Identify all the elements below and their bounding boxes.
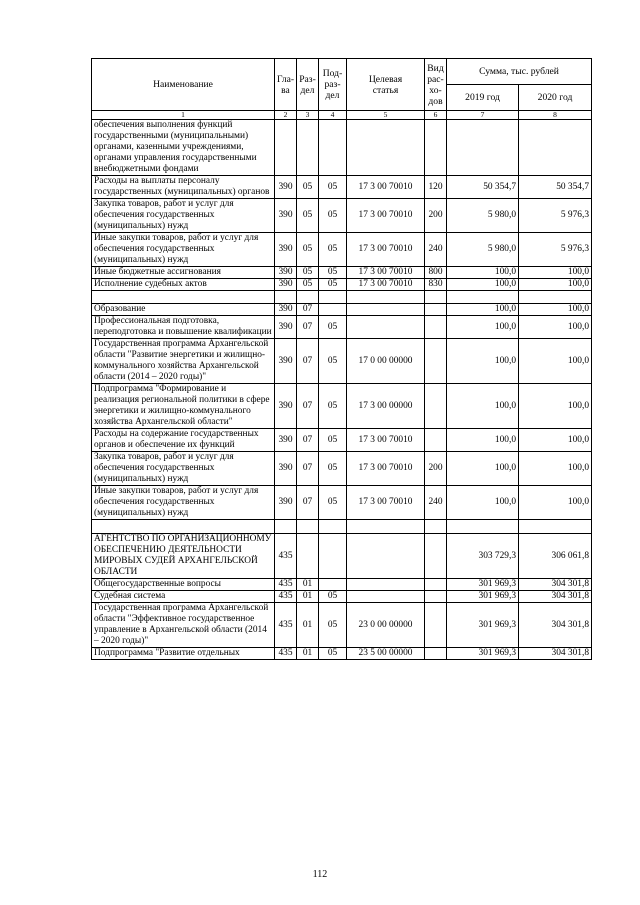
row-podrazdel	[319, 534, 347, 579]
row-podrazdel: 05	[319, 429, 347, 452]
header-sum: Сумма, тыс. рублей	[447, 59, 592, 85]
row-razdel: 07	[297, 452, 319, 486]
row-razdel: 07	[297, 304, 319, 316]
table-header	[92, 59, 592, 120]
table-row	[92, 603, 592, 648]
empty-cell	[92, 291, 275, 304]
row-razdel: 01	[297, 579, 319, 591]
table-row	[92, 199, 592, 233]
row-name: Расходы на содержание государственных органов и обеспечение их функций	[92, 429, 275, 452]
row-sum-2020: 304 301,8	[519, 648, 592, 660]
empty-cell	[297, 520, 319, 534]
row-sum-2019: 301 969,3	[447, 603, 519, 648]
row-target: 17 3 00 70010	[347, 279, 425, 291]
header-razdel: Раз- дел	[297, 59, 319, 111]
row-vid	[425, 579, 447, 591]
row-razdel	[297, 534, 319, 579]
row-name: Государственная программа Архангельской области "Развитие энергетики и жилищно-коммунального хозяйства Архангельской области (2014 – 2020 годы)"	[92, 339, 275, 384]
row-name: Подпрограмма "Развитие отдельных	[92, 648, 275, 660]
row-sum-2020: 100,0	[519, 279, 592, 291]
row-name: Закупка товаров, работ и услуг для обеспечения государственных (муниципальных) нужд	[92, 199, 275, 233]
row-sum-2020: 100,0	[519, 304, 592, 316]
row-target: 17 3 00 70010	[347, 199, 425, 233]
row-sum-2019: 5 980,0	[447, 233, 519, 267]
row-vid	[425, 384, 447, 429]
row-sum-2019: 100,0	[447, 279, 519, 291]
table-row	[92, 176, 592, 199]
row-sum-2020: 304 301,8	[519, 603, 592, 648]
table-row	[92, 486, 592, 520]
row-sum-2020: 100,0	[519, 384, 592, 429]
empty-cell	[275, 291, 297, 304]
row-target: 17 3 00 70010	[347, 233, 425, 267]
row-sum-2019: 100,0	[447, 304, 519, 316]
table-row	[92, 233, 592, 267]
row-name: Иные закупки товаров, работ и услуг для обеспечения государственных (муниципальных) нужд	[92, 486, 275, 520]
row-razdel: 07	[297, 384, 319, 429]
row-vid	[425, 591, 447, 603]
row-sum-2019: 301 969,3	[447, 591, 519, 603]
row-vid: 200	[425, 452, 447, 486]
row-vid: 830	[425, 279, 447, 291]
table-row	[92, 534, 592, 579]
row-vid: 200	[425, 199, 447, 233]
header-2019: 2019 год	[447, 85, 519, 111]
row-vid: 240	[425, 233, 447, 267]
table-row	[92, 648, 592, 660]
row-name: Иные закупки товаров, работ и услуг для обеспечения государственных (муниципальных) нужд	[92, 233, 275, 267]
row-sum-2019	[447, 120, 519, 176]
empty-cell	[319, 291, 347, 304]
row-sum-2019: 301 969,3	[447, 579, 519, 591]
row-name: АГЕНТСТВО ПО ОРГАНИЗАЦИОННОМУ ОБЕСПЕЧЕНИЮ ДЕЯТЕЛЬНОСТИ МИРОВЫХ СУДЕЙ АРХАНГЕЛЬСКОЙ ОБЛАСТИ	[92, 534, 275, 579]
row-target: 17 0 00 00000	[347, 339, 425, 384]
row-razdel: 07	[297, 316, 319, 339]
row-name: Государственная программа Архангельской области "Эффективное государственное управление в Архангельской области (2014 – 2020 годы)"	[92, 603, 275, 648]
row-podrazdel: 05	[319, 591, 347, 603]
empty-cell	[447, 291, 519, 304]
row-podrazdel	[319, 304, 347, 316]
row-glava: 390	[275, 452, 297, 486]
row-target: 17 3 00 70010	[347, 429, 425, 452]
row-glava	[275, 120, 297, 176]
row-glava: 390	[275, 316, 297, 339]
row-podrazdel: 05	[319, 603, 347, 648]
row-target: 23 5 00 00000	[347, 648, 425, 660]
row-sum-2019: 50 354,7	[447, 176, 519, 199]
row-podrazdel: 05	[319, 486, 347, 520]
row-target	[347, 591, 425, 603]
row-sum-2019: 100,0	[447, 384, 519, 429]
row-target: 17 3 00 70010	[347, 452, 425, 486]
header-vid: Вид рас- хо- дов	[425, 59, 447, 111]
row-name: Образование	[92, 304, 275, 316]
row-target: 17 3 00 00000	[347, 384, 425, 429]
row-vid	[425, 603, 447, 648]
row-razdel: 01	[297, 648, 319, 660]
row-name: Подпрограмма "Формирование и реализация региональной политики в сфере энергетики и жилищно-коммунального хозяйства Архангельской области"	[92, 384, 275, 429]
row-glava: 435	[275, 648, 297, 660]
row-sum-2019: 100,0	[447, 452, 519, 486]
row-glava: 435	[275, 534, 297, 579]
row-razdel: 05	[297, 267, 319, 279]
row-podrazdel: 05	[319, 648, 347, 660]
table-row	[92, 304, 592, 316]
header-2020: 2020 год	[519, 85, 592, 111]
row-sum-2020: 100,0	[519, 452, 592, 486]
empty-cell	[347, 291, 425, 304]
row-vid: 800	[425, 267, 447, 279]
row-target	[347, 534, 425, 579]
table-row-empty	[92, 291, 592, 304]
row-glava: 390	[275, 304, 297, 316]
row-sum-2019: 100,0	[447, 267, 519, 279]
row-sum-2020: 100,0	[519, 429, 592, 452]
row-name: Иные бюджетные ассигнования	[92, 267, 275, 279]
table-row	[92, 316, 592, 339]
row-vid: 240	[425, 486, 447, 520]
row-podrazdel: 05	[319, 339, 347, 384]
row-glava: 390	[275, 199, 297, 233]
row-razdel: 05	[297, 279, 319, 291]
column-number: 1	[92, 111, 275, 120]
row-sum-2020: 304 301,8	[519, 591, 592, 603]
empty-cell	[347, 520, 425, 534]
header-target: Целевая статья	[347, 59, 425, 111]
row-glava: 390	[275, 384, 297, 429]
column-number: 3	[297, 111, 319, 120]
row-sum-2019: 5 980,0	[447, 199, 519, 233]
empty-cell	[519, 291, 592, 304]
row-sum-2019: 303 729,3	[447, 534, 519, 579]
column-number: 8	[519, 111, 592, 120]
row-podrazdel: 05	[319, 384, 347, 429]
row-glava: 435	[275, 603, 297, 648]
table-row	[92, 429, 592, 452]
header-podrazdel: Под- раз- дел	[319, 59, 347, 111]
table-row	[92, 267, 592, 279]
row-sum-2019: 100,0	[447, 429, 519, 452]
row-razdel: 05	[297, 199, 319, 233]
row-podrazdel	[319, 120, 347, 176]
row-name: обеспечения выполнения функций государственными (муниципальными) органами, казенными учреждениями, органами управления государственными внебюджетными фондами	[92, 120, 275, 176]
table-row	[92, 579, 592, 591]
row-razdel: 05	[297, 176, 319, 199]
empty-cell	[297, 291, 319, 304]
row-glava: 390	[275, 429, 297, 452]
row-vid: 120	[425, 176, 447, 199]
row-sum-2019: 301 969,3	[447, 648, 519, 660]
row-name: Судебная система	[92, 591, 275, 603]
row-name: Исполнение судебных актов	[92, 279, 275, 291]
column-number: 2	[275, 111, 297, 120]
row-glava: 390	[275, 267, 297, 279]
row-razdel: 07	[297, 429, 319, 452]
row-glava: 390	[275, 233, 297, 267]
row-name: Закупка товаров, работ и услуг для обеспечения государственных (муниципальных) нужд	[92, 452, 275, 486]
row-podrazdel: 05	[319, 199, 347, 233]
column-number: 5	[347, 111, 425, 120]
row-glava: 435	[275, 579, 297, 591]
row-sum-2020: 100,0	[519, 267, 592, 279]
row-sum-2020: 100,0	[519, 486, 592, 520]
empty-cell	[275, 520, 297, 534]
row-razdel: 01	[297, 591, 319, 603]
row-podrazdel	[319, 579, 347, 591]
column-number: 7	[447, 111, 519, 120]
row-sum-2020: 100,0	[519, 339, 592, 384]
table-body	[92, 120, 592, 660]
row-sum-2019: 100,0	[447, 339, 519, 384]
row-glava: 390	[275, 339, 297, 384]
table-row	[92, 279, 592, 291]
row-target	[347, 316, 425, 339]
table-row	[92, 120, 592, 176]
table-row	[92, 591, 592, 603]
row-target: 17 3 00 70010	[347, 267, 425, 279]
table-row	[92, 384, 592, 429]
row-target: 17 3 00 70010	[347, 486, 425, 520]
header-glava: Гла- ва	[275, 59, 297, 111]
row-glava: 390	[275, 486, 297, 520]
row-vid	[425, 648, 447, 660]
row-vid	[425, 534, 447, 579]
row-vid	[425, 120, 447, 176]
row-podrazdel: 05	[319, 316, 347, 339]
column-number: 6	[425, 111, 447, 120]
empty-cell	[425, 291, 447, 304]
row-razdel: 05	[297, 233, 319, 267]
row-target: 23 0 00 00000	[347, 603, 425, 648]
row-target	[347, 120, 425, 176]
row-vid	[425, 304, 447, 316]
row-name: Профессиональная подготовка, переподготовка и повышение квалификации	[92, 316, 275, 339]
column-number: 4	[319, 111, 347, 120]
row-sum-2020	[519, 120, 592, 176]
row-razdel: 07	[297, 339, 319, 384]
row-sum-2020: 306 061,8	[519, 534, 592, 579]
row-sum-2020: 5 976,3	[519, 199, 592, 233]
row-razdel	[297, 120, 319, 176]
header-name: Наименование	[92, 59, 275, 111]
row-vid	[425, 429, 447, 452]
row-name: Общегосударственные вопросы	[92, 579, 275, 591]
empty-cell	[519, 520, 592, 534]
empty-cell	[447, 520, 519, 534]
table-row-empty	[92, 520, 592, 534]
row-podrazdel: 05	[319, 279, 347, 291]
empty-cell	[425, 520, 447, 534]
row-sum-2020: 100,0	[519, 316, 592, 339]
row-sum-2019: 100,0	[447, 316, 519, 339]
table-row	[92, 339, 592, 384]
row-target: 17 3 00 70010	[347, 176, 425, 199]
row-sum-2019: 100,0	[447, 486, 519, 520]
row-name: Расходы на выплаты персоналу государственных (муниципальных) органов	[92, 176, 275, 199]
row-razdel: 07	[297, 486, 319, 520]
row-podrazdel: 05	[319, 176, 347, 199]
row-vid	[425, 316, 447, 339]
row-podrazdel: 05	[319, 452, 347, 486]
budget-table	[91, 58, 592, 660]
row-razdel: 01	[297, 603, 319, 648]
column-numbers-row	[92, 111, 592, 120]
row-glava: 390	[275, 176, 297, 199]
row-vid	[425, 339, 447, 384]
row-glava: 390	[275, 279, 297, 291]
row-sum-2020: 50 354,7	[519, 176, 592, 199]
row-sum-2020: 5 976,3	[519, 233, 592, 267]
row-sum-2020: 304 301,8	[519, 579, 592, 591]
row-target	[347, 579, 425, 591]
table-row	[92, 452, 592, 486]
empty-cell	[92, 520, 275, 534]
row-target	[347, 304, 425, 316]
row-glava: 435	[275, 591, 297, 603]
empty-cell	[319, 520, 347, 534]
row-podrazdel: 05	[319, 267, 347, 279]
page-number: 112	[312, 869, 328, 880]
row-podrazdel: 05	[319, 233, 347, 267]
